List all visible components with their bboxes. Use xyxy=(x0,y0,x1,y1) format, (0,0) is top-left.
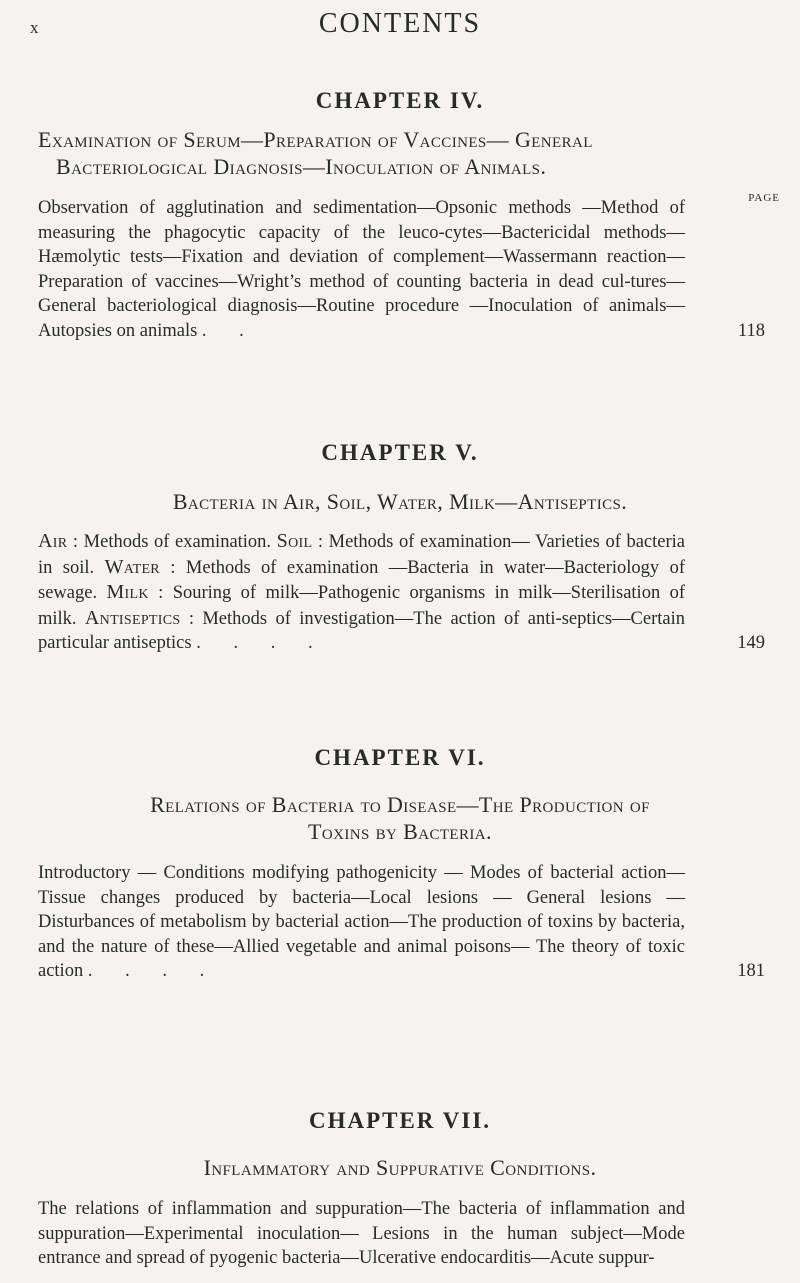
chapter-v xyxy=(0,440,800,656)
folio-number: x xyxy=(30,18,40,37)
contents-text: Observation of agglutination and sedimentation—Opsonic methods —Method of measuring the phagocytic capacity of the leuco-cytes—Bactericidal methods—Hæmolytic tests—Fixation and deviation of complement—Wassermann reaction—Preparation of vaccines—Wright’s method of counting bacteria in dead cul-tures—General bacteriological diagnosis—Routine procedure —Inoculation of animals—Autopsies on animals xyxy=(38,198,685,341)
section-text-milk: : Souring of milk—Pathogenic organisms in milk—Sterilisation of milk. xyxy=(38,583,686,629)
contents-text: Introductory — Conditions modifying pathogenicity — Modes of bacterial action—Tissue changes produced by bacteria—Local lesions — General lesions — Disturbances of metabolism by bacterial action—The production of toxins by bacteria, and the nature of these—Allied vegetable and animal poisons— The theory of toxic action xyxy=(38,863,685,981)
chapter-contents xyxy=(38,861,765,984)
chapter-subtitle: Bacteria in Air, Soil, Water, Milk—Antiseptics. xyxy=(172,489,628,514)
chapter-subtitle: Inflammatory and Suppurative Conditions. xyxy=(203,1155,597,1180)
page-column-label: PAGE xyxy=(748,192,780,204)
chapter-subtitle: Relations of Bacteria to Disease—The Production of Toxins by Bacteria. xyxy=(150,792,650,844)
section-label-soil: Soil xyxy=(276,530,313,552)
section-text-water: : Methods of examination —Bacteria in water—Bacteriology of sewage. xyxy=(38,557,685,603)
section-label-air: Air xyxy=(38,530,68,552)
chapter-iv xyxy=(0,88,800,343)
leader-dots: . . xyxy=(201,320,258,341)
chapter-subtitle: Examination of Serum—Preparation of Vaccines— General Bacteriological Diagnosis—Inoculation of Animals. xyxy=(38,127,593,179)
chapter-contents xyxy=(38,196,765,343)
leader-dots: . . . . xyxy=(196,633,327,653)
running-head xyxy=(0,8,800,48)
section-text-air: : Methods of examination. xyxy=(67,532,277,552)
chapter-contents xyxy=(38,529,765,656)
section-text-antiseptics: : Methods of investigation—The action of anti-septics—Certain particular antiseptics xyxy=(38,608,686,653)
section-label-water: Water xyxy=(104,555,160,578)
chapter-heading: CHAPTER IV. xyxy=(315,88,485,113)
page-number: 118 xyxy=(737,320,765,341)
chapter-heading: CHAPTER VI. xyxy=(314,745,486,770)
chapter-vi xyxy=(0,745,800,984)
chapter-contents xyxy=(38,1197,765,1271)
leader-dots: . . . . xyxy=(87,961,219,981)
page-number: 181 xyxy=(737,961,765,981)
page-number: 149 xyxy=(737,633,765,653)
section-label-milk: Milk xyxy=(106,581,149,603)
chapter-vii xyxy=(0,1108,800,1271)
chapter-heading: CHAPTER VII. xyxy=(308,1108,492,1133)
contents-text: The relations of inflammation and suppuration—The bacteria of inflammation and suppuration—Experimental inoculation— Lesions in the human subject—Mode entrance and spread of pyogenic bacteria—Ulcerative endocarditis—Acute suppur- xyxy=(38,1199,685,1268)
section-label-antiseptics: Antiseptics xyxy=(84,606,181,629)
page-title: CONTENTS xyxy=(318,8,482,39)
section-text-soil: : Methods of examination— Varieties of bacteria in soil. xyxy=(38,532,686,578)
chapter-heading: CHAPTER V. xyxy=(321,440,479,465)
